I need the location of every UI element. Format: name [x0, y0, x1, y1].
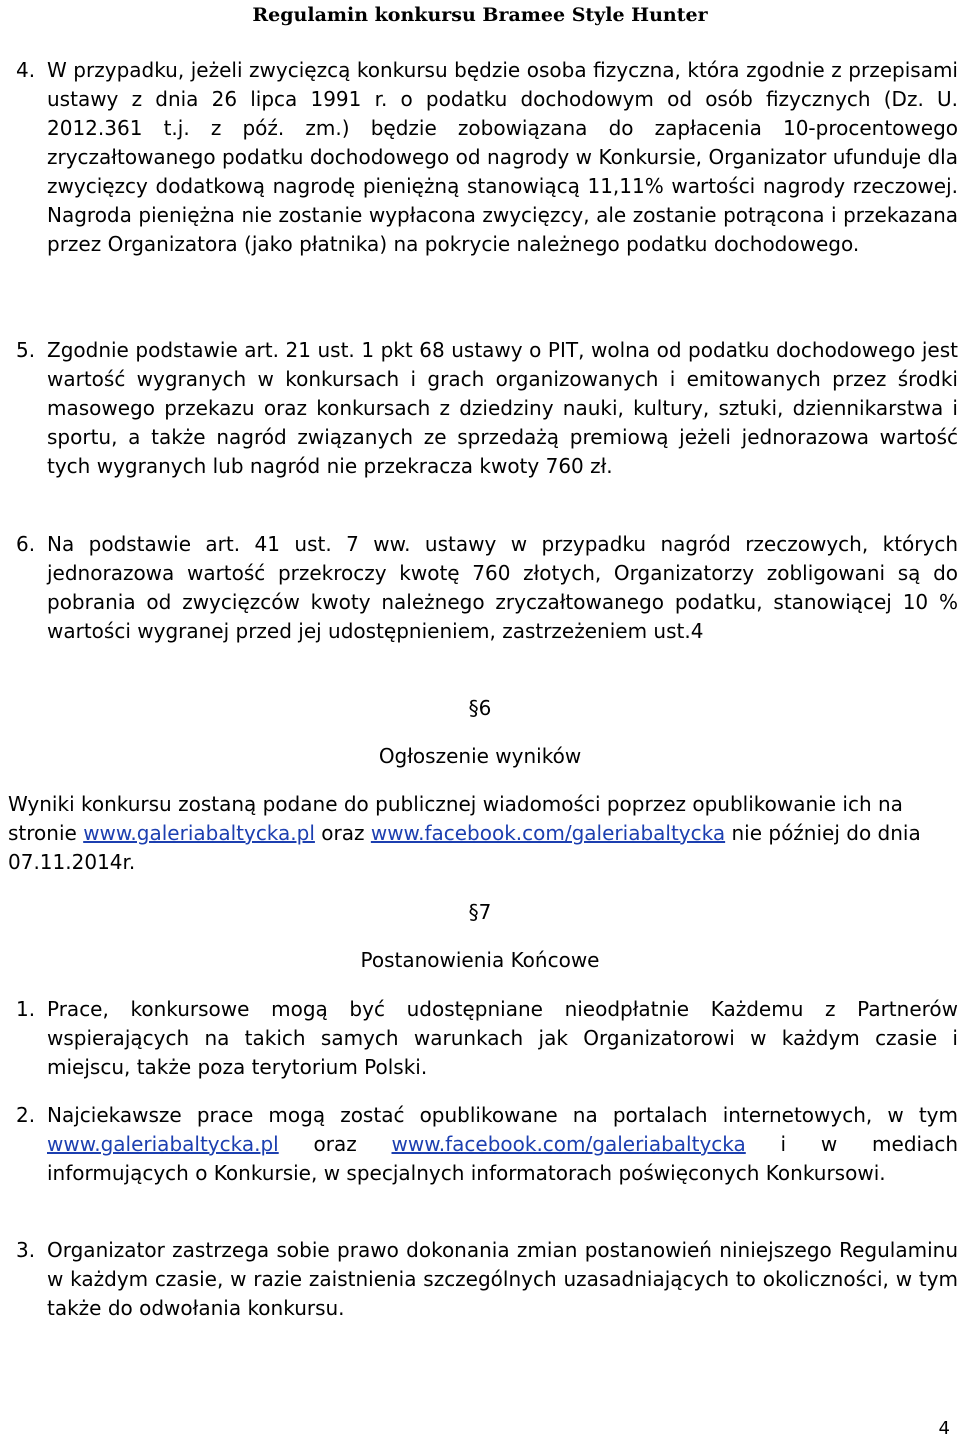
facebook-link[interactable]: www.facebook.com/galeriabaltycka	[370, 821, 726, 845]
section-title: Postanowienia Końcowe	[360, 948, 600, 972]
item-text	[47, 1101, 958, 1188]
item-text-part: i w mediach informujących o Konkursie, w specjalnych informatorach poświęconych Konkursowi.	[47, 1132, 958, 1185]
item-number: 3.	[16, 1238, 36, 1262]
item-text: Na podstawie art. 41 ust. 7 ww. ustawy w przypadku nagród rzeczowych, których jednorazowa wartość przekroczy kwotę 760 złotych, Organizatorzy zobligowani są do pobrania od zwycięzców kwoty należnego zryczałtowanego podatku, stanowiącej 10 % wartości wygranej przed jej udostępnieniem, zastrzeżeniem ust.4	[47, 532, 958, 643]
galeriabaltycka-link[interactable]: www.galeriabaltycka.pl	[83, 821, 315, 845]
galeriabaltycka-link[interactable]: www.galeriabaltycka.pl	[47, 1132, 279, 1156]
paragraph-text: oraz	[314, 821, 371, 845]
item-text: W przypadku, jeżeli zwycięzcą konkursu będzie osoba fizyczna, która zgodnie z przepisami ustawy z dnia 26 lipca 1991 r. o podatku dochodowym od osób fizycznych (Dz. U. 2012.361 t.j. z póź. zm.) będzie zobowiązana do zapłacenia 10-procentowego zryczałtowanego podatku dochodowego od nagrody w Konkursie, Organizator ufunduje dla zwycięzcy dodatkową nagrodę pieniężną stanowiącą 11,11% wartości nagrody rzeczowej. Nagroda pieniężna nie zostanie wypłacona zwycięzcy, ale zostanie potrącona i przekazana przez Organizatora (jako płatnika) na pokrycie należnego podatku dochodowego.	[47, 58, 958, 256]
item-number: 5.	[16, 338, 36, 362]
item-text: Prace, konkursowe mogą być udostępniane nieodpłatnie Każdemu z Partnerów wspierających na takich samych warunkach jak Organizatorowi w każdym czasie i miejscu, także poza terytorium Polski.	[47, 997, 958, 1079]
list-item	[16, 995, 958, 1082]
paragraph-text: nie później do dnia 07.11.2014r.	[8, 821, 921, 874]
list-item	[16, 1101, 958, 1188]
results-paragraph	[8, 790, 953, 877]
list-item	[16, 336, 958, 481]
facebook-link[interactable]: www.facebook.com/galeriabaltycka	[391, 1132, 746, 1156]
item-text: Organizator zastrzega sobie prawo dokonania zmian postanowień niniejszego Regulaminu w każdym czasie, w razie zaistnienia szczególnych uzasadniających to okoliczności, w tym także do odwołania konkursu.	[47, 1238, 958, 1320]
item-number: 2.	[16, 1103, 36, 1127]
item-number: 6.	[16, 532, 36, 556]
document-header: Regulamin konkursu Bramee Style Hunter	[252, 4, 708, 26]
section-title: Ogłoszenie wyników	[378, 744, 582, 768]
item-text-part: oraz	[278, 1132, 392, 1156]
item-number: 4.	[16, 58, 36, 82]
item-number: 1.	[16, 997, 36, 1021]
list-item	[16, 530, 958, 646]
page-number: 4	[938, 1418, 950, 1439]
item-text: Zgodnie podstawie art. 21 ust. 1 pkt 68 ustawy o PIT, wolna od podatku dochodowego jest wartość wygranych w konkursach i grach organizowanych i emitowanych przez środki masowego przekazu oraz konkursach z dziedziny nauki, kultury, sztuki, dziennikarstwa i sportu, a także nagród związanych ze sprzedażą premiową jeżeli jednorazowa wartość tych wygranych lub nagród nie przekracza kwoty 760 zł.	[47, 338, 958, 478]
section-mark: §7	[468, 900, 492, 924]
item-text-part: Najciekawsze prace mogą zostać opublikowane na portalach internetowych, w tym	[47, 1103, 958, 1127]
list-item	[16, 1236, 958, 1323]
paragraph-text: Wyniki konkursu zostaną podane do publicznej wiadomości poprzez opublikowanie ich na stronie	[8, 792, 903, 845]
section-mark: §6	[468, 696, 492, 720]
list-item	[16, 56, 958, 259]
